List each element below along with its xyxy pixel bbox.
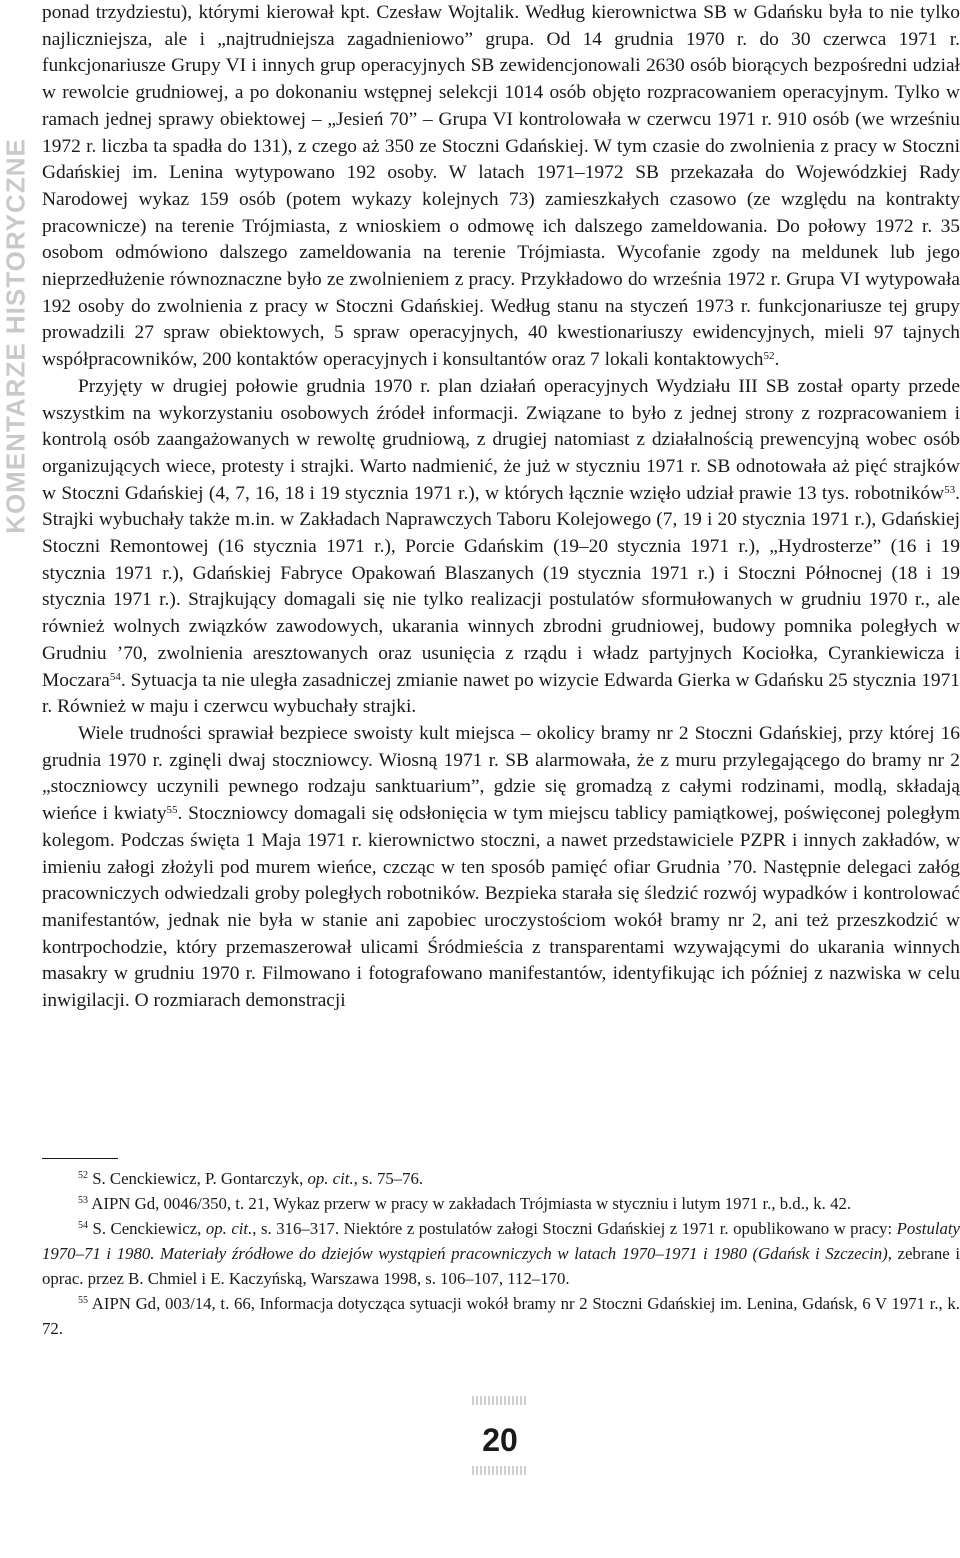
text-run: S. Cenckiewicz, P. Gontarczyk, — [88, 1169, 308, 1188]
section-label-text: KOMENTARZE HISTORYCZNE — [0, 138, 31, 534]
footnote-ref: 55 — [166, 804, 178, 817]
text-run: . Sytuacja ta nie uległa zasadniczej zmianie nawet po wizycie Edwarda Gierka w Gdańsku 25 stycznia 1971 r. Również w maju i czerwcu wybuchały strajki. — [42, 669, 960, 718]
footnote-ref: 52 — [78, 1170, 88, 1181]
footnote-ref: 53 — [78, 1195, 88, 1206]
footnotes — [42, 1166, 960, 1341]
footnote-ref: 55 — [78, 1295, 88, 1306]
footnote-ref: 52 — [763, 350, 775, 363]
main-text — [42, 0, 960, 1015]
footnote-54 — [42, 1216, 960, 1291]
page-number-ornament-top — [472, 1396, 528, 1405]
text-run: S. Cenckiewicz, — [88, 1219, 206, 1238]
text-run: , s. 75–76. — [353, 1169, 424, 1188]
footnote-ref: 53 — [944, 483, 956, 496]
footnote-55 — [42, 1291, 960, 1341]
italic-text: Postulaty 1970–71 i 1980. Materiały źródłowe do dziejów wystąpień pracowniczych w latach 1970–1971 i 1980 (Gdańsk i Szczecin) — [42, 1219, 960, 1263]
paragraph-3 — [42, 721, 960, 1015]
italic-text: op. cit. — [307, 1169, 354, 1188]
paragraph-1 — [42, 0, 960, 374]
text-run: Przyjęty w drugiej połowie grudnia 1970 r. plan działań operacyjnych Wydziału III SB został oparty przede wszystkim na wykorzystaniu osobowych źródeł informacji. Związane to było z jednej strony z rozpracowaniem i kontrolą osób zaangażowanych w rewoltę grudniową, z drugiej natomiast z działalnością prewencyjną wobec osób organizujących wiece, protesty i strajki. Warto nadmienić, że już w styczniu 1971 r. SB odnotowała aż pięć strajków w Stoczni Gdańskiej (4, 7, 16, 18 i 19 stycznia 1971 r.), w których łącznie wzięło udział prawie 13 tys. robotników — [42, 375, 960, 504]
text-run: AIPN Gd, 0046/350, t. 21, Wykaz przerw w pracy w zakładach Trójmiasta w styczniu i lutym 1971 r., b.d., k. 42. — [88, 1194, 852, 1213]
text-run: AIPN Gd, 003/14, t. 66, Informacja dotycząca sytuacji wokół bramy nr 2 Stoczni Gdańskiej im. Lenina, Gdańsk, 6 V 1971 r., k. 72. — [42, 1294, 960, 1338]
paragraph-2 — [42, 374, 960, 721]
text-run: . Strajki wybuchały także m.in. w Zakładach Naprawczych Taboru Kolejowego (7, 19 i 20 stycznia 1971 r.), Gdańskiej Stoczni Remontowej (16 stycznia 1971 r.), Porcie Gdańskim (19–20 stycznia 1971 r.), „Hydrosterze” (16 i 19 stycznia 1971 r.), Gdańskiej Fabryce Opakowań Blaszanych (19 stycznia 1971 r.) i Stoczni Północnej (18 i 19 stycznia 1971 r.). Strajkujący domagali się nie tylko realizacji postulatów sformułowanych w grudniu 1970 r., ale również wolnych związków zawodowych, ukarania winnych zbrodni grudniowej, budowy pomnika poległych w Grudniu ’70, zwolnienia aresztowanych oraz usunięcia z rządu i władz partyjnych Kociołka, Cyrankiewicza i Moczara — [42, 482, 960, 691]
text-run: Wiele trudności sprawiał bezpiece swoisty kult miejsca – okolicy bramy nr 2 Stoczni Gdańskiej, przy której 16 grudnia 1970 r. zginęli dwaj stoczniowcy. Wiosną 1971 r. SB alarmowała, że z muru przylegającego do bramy nr 2 „stoczniowcy uczynili pewnego rodzaju sanktuarium”, gdzie się gromadzą z całymi rodzinami, modlą, składają wieńce i kwiaty — [42, 722, 960, 825]
text-run: , s. 316–317. Niektóre z postulatów załogi Stoczni Gdańskiej z 1971 r. opublikowano w pracy: — [252, 1219, 897, 1238]
running-section-label — [0, 0, 36, 672]
footnote-ref: 54 — [109, 670, 121, 683]
text-run: , zebrane i oprac. przez B. Chmiel i E. Kaczyńską, Warszawa 1998, s. 106–107, 112–170. — [42, 1244, 960, 1288]
page-number-ornament-bottom — [472, 1466, 528, 1475]
footnote-separator — [42, 1158, 118, 1159]
page-number: 20 — [482, 1422, 518, 1458]
text-run: . — [774, 349, 780, 371]
footnote-ref: 54 — [78, 1220, 88, 1231]
text-run: ponad trzydziestu), którymi kierował kpt. Czesław Wojtalik. Według kierownictwa SB w Gdańsku była to nie tylko najliczniejsza, ale i „najtrudniejsza zagadnieniowo” grupa. Od 14 grudnia 1970 r. do 30 czerwca 1971 r. funkcjonariusze Grupy VI i innych grup operacyjnych SB zewidencjonowali 2630 osób biorących bezpośredni udział w rewolcie grudniowej, a po dokonaniu wstępnej selekcji 1014 osób objęto rozpracowaniem operacyjnym. Tylko w ramach jednej sprawy obiektowej – „Jesień 70” – Grupa VI kontrolowała w czerwcu 1971 r. 910 osób (we wrześniu 1972 r. liczba ta spadła do 131), z czego aż 350 ze Stoczni Gdańskiej. W tym czasie do zwolnienia z pracy w Stoczni Gdańskiej im. Lenina wytypowano 192 osoby. W latach 1971–1972 SB przekazała do Wojewódzkiej Rady Narodowej wykaz 159 osób (potem wykazy kolejnych 73) zamieszkałych czasowo (ze względu na kontrakty pracownicze) na terenie Trójmiasta, z wnioskiem o odmowę ich dalszego zameldowania. Do połowy 1972 r. 35 osobom odmówiono dalszego zameldowania na terenie Trójmiasta. Wycofanie zgody na meldunek lub jego nieprzedłużenie równoznaczne było ze zwolnieniem z pracy. Przykładowo do września 1972 r. Grupa VI wytypowała 192 osoby do zwolnienia z pracy w Stoczni Gdańskiej. Według stanu na styczeń 1973 r. funkcjonariusze tej grupy prowadzili 27 spraw obiektowych, 5 spraw operacyjnych, 40 kwestionariuszy ewidencyjnych, mieli 97 tajnych współpracowników, 200 kontaktów operacyjnych i konsultantów oraz 7 lokali kontaktowych — [42, 2, 960, 371]
text-run: . Stoczniowcy domagali się odsłonięcia w tym miejscu tablicy pamiątkowej, poświęconej poległym kolegom. Podczas święta 1 Maja 1971 r. kierownictwo stoczni, a nawet przedstawiciele PZPR i innych zakładów, w imieniu załogi złożyli pod murem wieńce, czcząc w ten sposób pamięć ofiar Grudnia ’70. Następnie delegaci załóg pracowniczych odwiedzali groby poległych robotników. Bezpieka starała się śledzić rozwój wypadków i kontrolować manifestantów, jednak nie była w stanie ani zapobiec uroczystościom wokół bramy nr 2, ani też przeszkodzić w kontrpochodzie, który przemaszerował ulicami Śródmieścia z transparentami wzywającymi do ukarania winnych masakry w grudniu 1970 r. Filmowano i fotografowano manifestantów, identyfikując ich później z nazwiska w celu inwigilacji. O rozmiarach demonstracji — [42, 803, 960, 1012]
footnote-53 — [42, 1191, 960, 1216]
italic-text: op. cit. — [205, 1219, 253, 1238]
footnote-52 — [42, 1166, 960, 1191]
